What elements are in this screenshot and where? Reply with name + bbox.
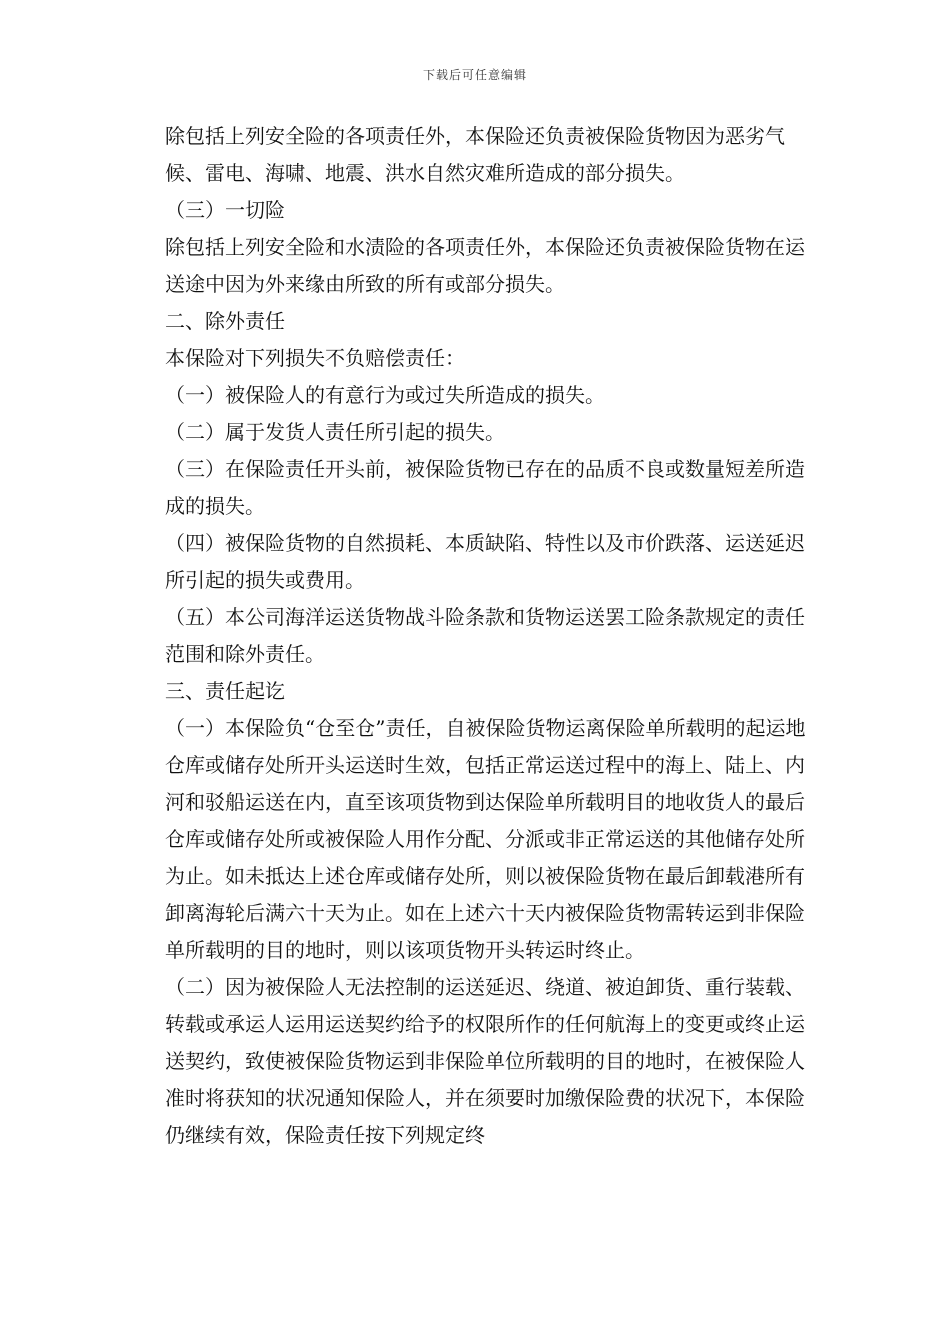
exclusion-item-5: （五）本公司海洋运送货物战斗险条款和货物运送罢工险条款规定的责任范围和除外责任。 — [165, 605, 805, 666]
duration-item-1: （一）本保险负“仓至仓”责任，自被保险货物运离保险单所载明的起运地仓库或储存处所开头运送时生效，包括正常运送过程中的海上、陆上、内河和驳船运送在内，直至该项货物到达保险单所载明目的地收货人的最后仓库或储存处所或被保险人用作分配、分派或非正常运送的其他储存处所为止。如未抵达上述仓库或储存处所，则以被保险货物在最后卸载港所有卸离海轮后满六十天为止。如在上述六十天内被保险货物需转运到非保险单所载明的目的地时，则以该项货物开头转运时终止。 — [165, 716, 806, 962]
paragraph-all-risks-scope: 除包括上列安全险和水渍险的各项责任外，本保险还负责被保险货物在运送途中因为外来缘由所致的所有或部分损失。 — [165, 235, 805, 296]
section-heading-exclusions: 二、除外责任 — [165, 309, 285, 333]
section-heading-duration: 三、责任起讫 — [165, 679, 285, 703]
exclusion-item-1: （一）被保险人的有意行为或过失所造成的损失。 — [165, 383, 605, 407]
duration-item-2: （二）因为被保险人无法控制的运送延迟、绕道、被迫卸货、重行装载、转载或承运人运用运送契约给予的权限所作的任何航海上的变更或终止运送契约，致使被保险货物运到非保险单位所载明的目的地时，在被保险人准时将获知的状况通知保险人，并在须要时加缴保险费的状况下，本保险仍继续有效，保险责任按下列规定终 — [165, 975, 805, 1147]
page-header: 下载后可任意编辑 — [422, 68, 527, 82]
exclusion-item-3: （三）在保险责任开头前，被保险货物已存在的品质不良或数量短差所造成的损失。 — [165, 457, 805, 518]
clause-all-risks-title: （三）一切险 — [165, 198, 285, 222]
exclusion-item-4: （四）被保险货物的自然损耗、本质缺陷、特性以及市价跌落、运送延迟所引起的损失或费用。 — [165, 531, 805, 592]
exclusion-item-2: （二）属于发货人责任所引起的损失。 — [165, 420, 505, 444]
paragraph-exclusions-intro: 本保险对下列损失不负赔偿责任： — [165, 346, 465, 370]
paragraph-water-damage-scope: 除包括上列安全险的各项责任外，本保险还负责被保险货物因为恶劣气候、雷电、海啸、地震、洪水自然灾难所造成的部分损失。 — [165, 124, 785, 185]
document-body — [145, 118, 817, 1154]
